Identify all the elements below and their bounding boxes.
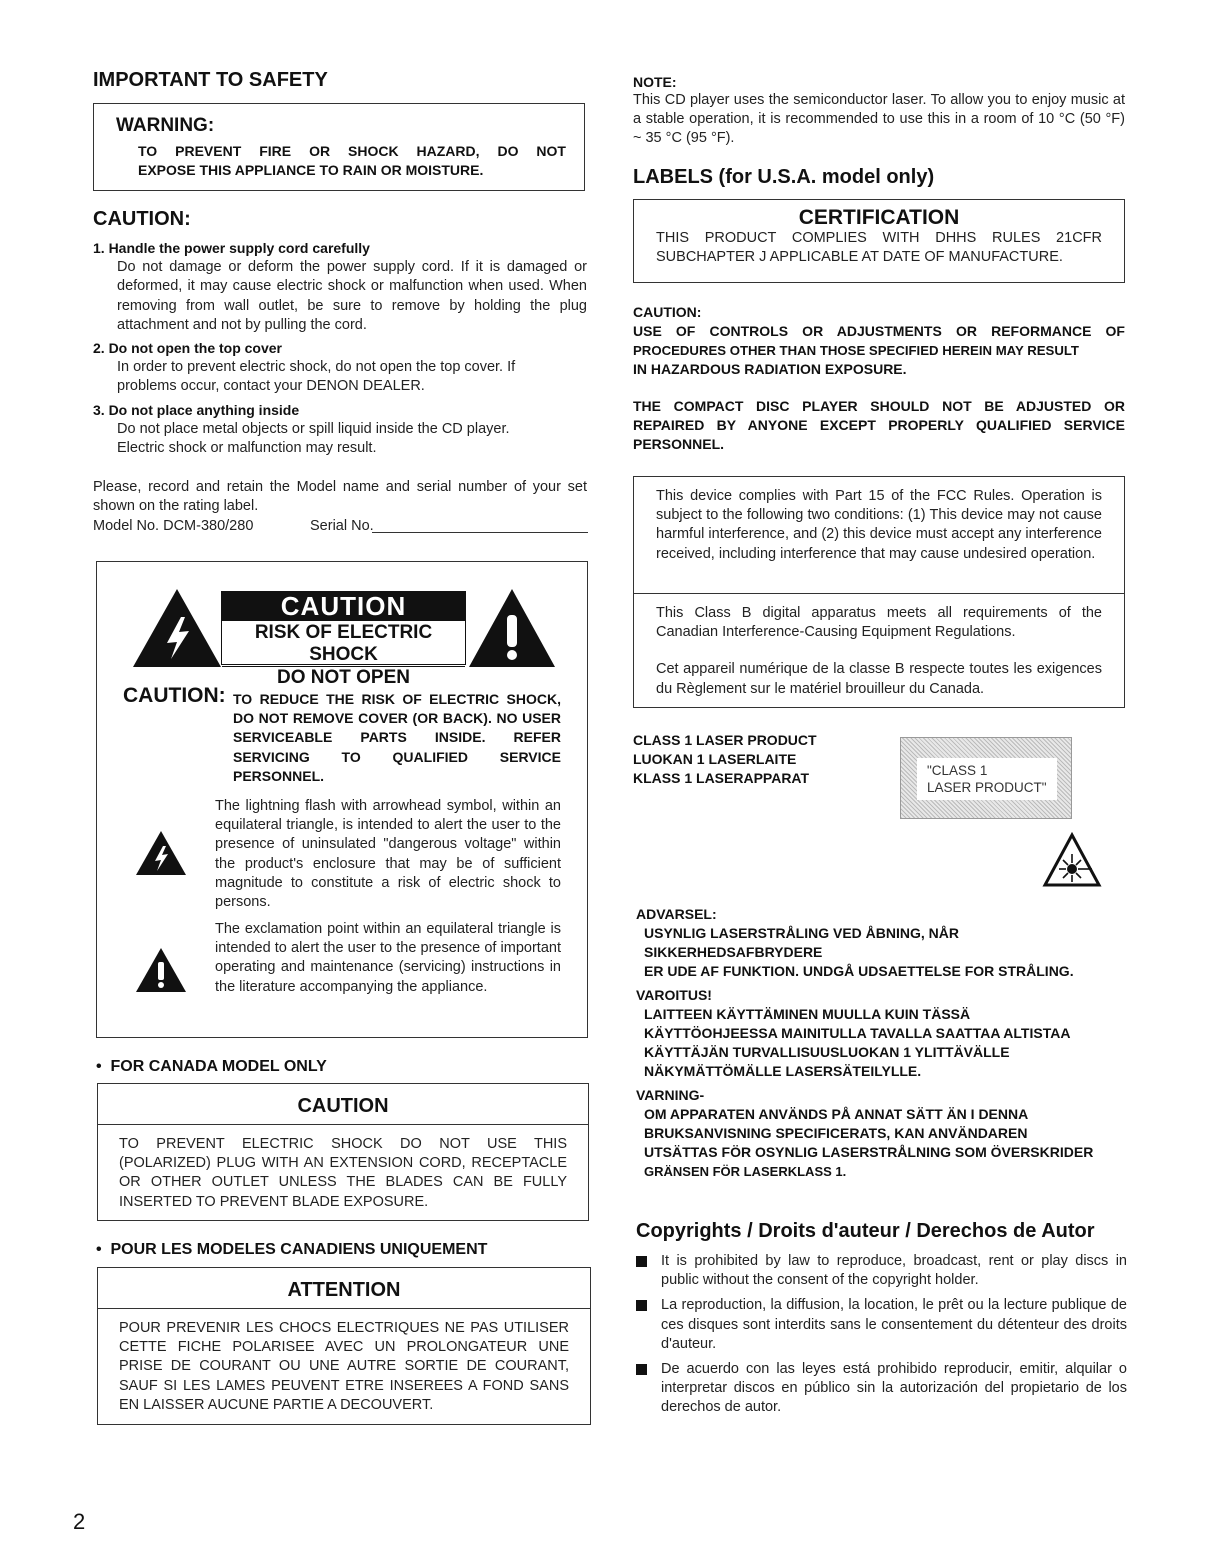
warning-line2: EXPOSE THIS APPLIANCE TO RAIN OR MOISTURE.	[138, 162, 484, 178]
exclamation-triangle-icon	[467, 587, 557, 669]
warning-title: WARNING:	[116, 115, 215, 136]
varoitus-title: VAROITUS!	[636, 987, 712, 1003]
caution-reduce-text: TO REDUCE THE RISK OF ELECTRIC SHOCK, DO NOT REMOVE COVER (OR BACK). NO USER SERVICEABLE PARTS INSIDE. REFER SERVICING TO QUALIFIED SERVICE PERSONNEL.	[233, 691, 561, 784]
serial-no: Serial No.	[310, 518, 374, 534]
copyright-item-text: La reproduction, la diffusion, la location, le prêt ou la lecture publique de ces disques sont interdits sans le consentement du détenteur des droits d'auteur.	[661, 1297, 1127, 1352]
shock-caution-box	[96, 561, 588, 1038]
caution-item-body: Do not place metal objects or spill liquid inside the CD player. Electric shock or malfunction may result.	[117, 420, 510, 457]
caution-item-body: Do not damage or deform the power supply cord. If it is damaged or deformed, it may cause electric shock or malfunction when used. When removing from wall outlet, be sure to remove by holding the plug attachment and not by pulling the cord.	[117, 259, 587, 333]
copyright-item	[636, 1296, 1127, 1354]
caution-item-2	[93, 339, 587, 397]
class-b-text: This Class B digital apparatus meets all requirements of the Canadian Interference-Causing Equipment Regulations.	[656, 605, 1102, 641]
note-title: NOTE:	[633, 74, 677, 90]
caution2-line1: USE OF CONTROLS OR ADJUSTMENTS OR REFORMANCE OF	[633, 323, 1125, 339]
french-attention-box	[97, 1267, 591, 1425]
certification-box	[633, 199, 1125, 283]
french-box-title: ATTENTION	[98, 1268, 590, 1309]
copyright-item-text: De acuerdo con las leyes está prohibido reproducir, emitir, alquilar o interpretar discos en público sin la autorización del propietario de los derechos de autor.	[661, 1361, 1127, 1416]
lightning-text: The lightning flash with arrowhead symbol, within an equilateral triangle, is intended to alert the user to the presence of uninsulated "dangerous voltage" within the product's enclosure that may be of sufficient magnitude to constitute a risk of electric shock to persons.	[215, 798, 561, 911]
caution-item-title: 2. Do not open the top cover	[93, 340, 283, 357]
caution-heading: CAUTION:	[93, 208, 191, 230]
cert-title: CERTIFICATION	[798, 206, 960, 229]
laser-label-inner	[917, 758, 1057, 800]
advarsel-title: ADVARSEL:	[636, 906, 717, 922]
laser-warning-icon	[1042, 832, 1102, 888]
caution-item-title: 3. Do not place anything inside	[93, 401, 300, 418]
shock-label-risk: RISK OF ELECTRIC SHOCK	[254, 622, 433, 665]
copyright-item-text: It is prohibited by law to reproduce, broadcast, rent or play discs in public without the consent of the copyright holder.	[661, 1253, 1127, 1289]
laser-line-3: KLASS 1 LASERAPPARAT	[633, 770, 810, 786]
page-number: 2	[73, 1509, 86, 1534]
french-heading: • POUR LES MODELES CANADIENS UNIQUEMENT	[96, 1241, 488, 1258]
caution-item-1	[93, 239, 587, 335]
caution2-line2: PROCEDURES OTHER THAN THOSE SPECIFIED HEREIN MAY RESULT	[633, 343, 1079, 358]
varning-line2: BRUKSANVISNING SPECIFICERATS, KAN ANVÄNDAREN	[644, 1125, 1028, 1141]
laser-label-line1: "CLASS 1	[927, 763, 988, 778]
fcc-text: This device complies with Part 15 of the FCC Rules. Operation is subject to the following two conditions: (1) This device may not cause harmful interference, and (2) this device must accept any interference received, including interference that may cause undesired operation.	[634, 477, 1124, 594]
shock-label-caution: CAUTION	[222, 592, 465, 621]
varoitus-line4: NÄKYMÄTTÖMÄLLE LASERSÄTEILYLLE.	[644, 1063, 922, 1079]
varoitus-line3: KÄYTTÄJÄN TURVALLISUUSLUOKAN 1 YLITTÄVÄLLE	[644, 1044, 1010, 1060]
exclamation-small-icon	[135, 947, 187, 993]
varoitus-line1: LAITTEEN KÄYTTÄMINEN MUULLA KUIN TÄSSÄ	[644, 1006, 971, 1022]
canada-box-text: TO PREVENT ELECTRIC SHOCK DO NOT USE THIS (POLARIZED) PLUG WITH AN EXTENSION CORD, RECEPTACLE OR OTHER OUTLET UNLESS THE BLADES CAN BE FULLY INSERTED TO PREVENT BLADE EXPOSURE.	[119, 1136, 567, 1210]
shock-label-do-not-open: DO NOT OPEN	[222, 666, 465, 689]
record-text: Please, record and retain the Model name and serial number of your set shown on the rating label.	[93, 479, 587, 515]
caution-item-body: In order to prevent electric shock, do not open the top cover. If problems occur, contact your DENON DEALER.	[117, 359, 516, 395]
cert-text: THIS PRODUCT COMPLIES WITH DHHS RULES 21CFR SUBCHAPTER J APPLICABLE AT DATE OF MANUFACTURE.	[656, 230, 1102, 266]
note-text: This CD player uses the semiconductor laser. To allow you to enjoy music at a stable operation, it is recommended to use this in a room of 10 °C (50 °F) ~ 35 °C (95 °F).	[633, 92, 1125, 147]
caution-item-title: 1. Handle the power supply cord carefully	[93, 240, 370, 256]
varning-title: VARNING-	[636, 1087, 705, 1103]
square-bullet-icon	[636, 1364, 647, 1375]
laser-label	[900, 737, 1072, 819]
compact-disc-text: THE COMPACT DISC PLAYER SHOULD NOT BE ADJUSTED OR REPAIRED BY ANYONE EXCEPT PROPERLY QUALIFIED SERVICE PERSONNEL.	[633, 398, 1125, 453]
lightning-small-icon	[135, 830, 187, 876]
copyright-list	[636, 1252, 1127, 1424]
labels-heading: LABELS (for U.S.A. model only)	[633, 166, 935, 188]
square-bullet-icon	[636, 1300, 647, 1311]
varning-line4: GRÄNSEN FÖR LASERKLASS 1.	[644, 1164, 847, 1179]
caution-lead: CAUTION:	[123, 684, 226, 707]
canada-heading: • FOR CANADA MODEL ONLY	[96, 1058, 327, 1075]
french-box-text: POUR PREVENIR LES CHOCS ELECTRIQUES NE PAS UTILISER CETTE FICHE POLARISEE AVEC UN PROLONGATEUR UNE PRISE DE COURANT OU UNE AUTRE SORTIE DE COURANT, SAUF SI LES LAMES PEUVENT ETRE INSEREES A FOND SANS EN LAISSER AUCUNE PARTIE A DECOUVERT.	[119, 1320, 569, 1413]
model-no: Model No. DCM-380/280	[93, 518, 254, 534]
warning-line1: TO PREVENT FIRE OR SHOCK HAZARD, DO NOT	[138, 143, 566, 159]
laser-line-2: LUOKAN 1 LASERLAITE	[633, 751, 797, 767]
advarsel-line2: SIKKERHEDSAFBRYDERE	[644, 944, 823, 960]
copyright-heading: Copyrights / Droits d'auteur / Derechos de Autor	[636, 1220, 1095, 1242]
fcc-box	[633, 476, 1125, 708]
square-bullet-icon	[636, 1256, 647, 1267]
canada-caution-box	[97, 1083, 589, 1221]
caution2-line3: IN HAZARDOUS RADIATION EXPOSURE.	[633, 361, 907, 377]
class-b-fr: Cet appareil numérique de la classe B respecte toutes les exigences du Règlement sur le matériel brouilleur du Canada.	[656, 661, 1102, 697]
laser-line-1: CLASS 1 LASER PRODUCT	[633, 732, 817, 748]
warning-box	[93, 103, 585, 191]
varning-line1: OM APPARATEN ANVÄNDS PÅ ANNAT SÄTT ÄN I DENNA	[644, 1106, 1029, 1122]
exclamation-text: The exclamation point within an equilateral triangle is intended to alert the user to the presence of important operating and maintenance (servicing) instructions in the literature accompanying the appliance.	[215, 921, 561, 995]
caution-list	[93, 239, 587, 458]
advarsel-line3: ER UDE AF FUNKTION. UNDGÅ UDSAETTELSE FOR STRÅLING.	[644, 963, 1074, 979]
canada-box-title: CAUTION	[98, 1084, 588, 1125]
serial-line	[372, 532, 588, 533]
laser-label-line2: LASER PRODUCT"	[927, 780, 1047, 795]
copyright-item	[636, 1360, 1127, 1418]
varning-line3: UTSÄTTAS FÖR OSYNLIG LASERSTRÅLNING SOM ÖVERSKRIDER	[644, 1144, 1094, 1160]
lightning-triangle-icon	[131, 587, 223, 669]
caution2-title: CAUTION:	[633, 304, 702, 320]
copyright-item	[636, 1252, 1127, 1290]
advarsel-line1: USYNLIG LASERSTRÅLING VED ÅBNING, NÅR	[644, 925, 960, 941]
shock-label	[221, 591, 466, 688]
caution-item-3	[93, 401, 587, 459]
safety-heading: IMPORTANT TO SAFETY	[93, 69, 328, 91]
varoitus-line2: KÄYTTÖOHJEESSA MAINITULLA TAVALLA SAATTAA ALTISTAA	[644, 1025, 1071, 1041]
